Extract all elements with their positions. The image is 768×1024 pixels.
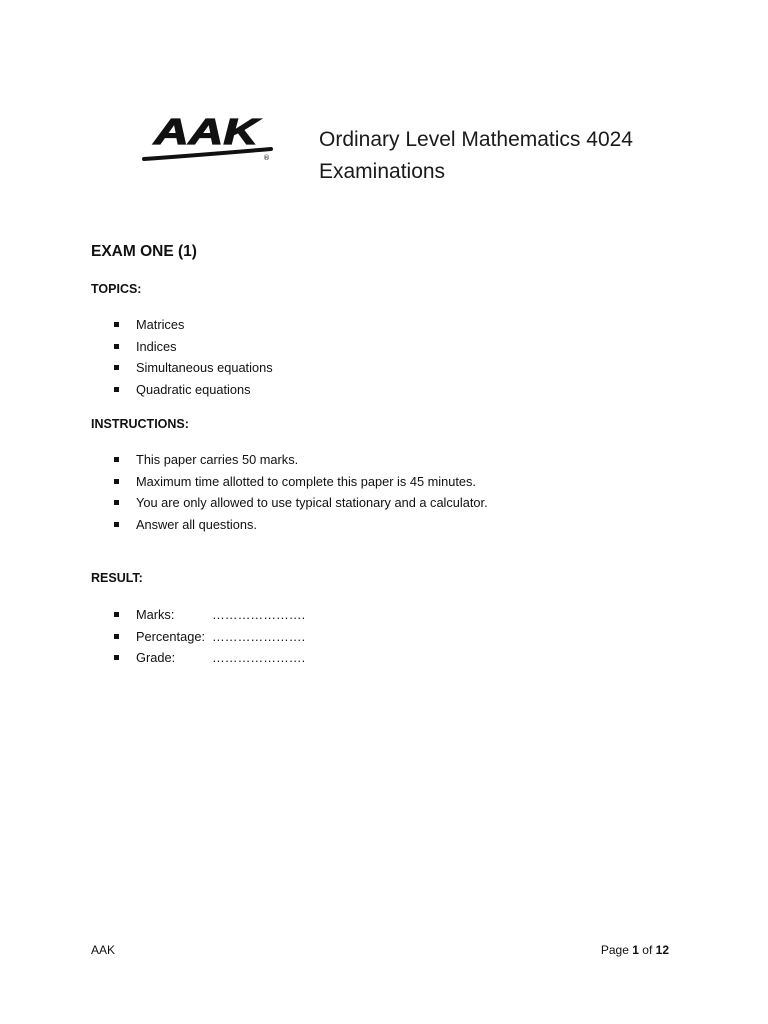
exam-heading: EXAM ONE (1)	[91, 243, 197, 260]
bullet-icon	[114, 365, 119, 370]
result-field-label: Marks:	[136, 607, 175, 622]
bullet-icon	[114, 522, 119, 527]
title-line-2: Examinations	[319, 160, 446, 183]
bullet-icon	[114, 344, 119, 349]
total-pages: 12	[655, 943, 669, 957]
result-label: RESULT:	[91, 571, 143, 585]
document-page: AAK ® Ordinary Level Mathematics 4024 Examinations EXAM ONE (1) TOPICS: Matrices Indices Simultaneous equations Quadratic equations INSTRUCTIONS: This paper carries 50 marks. Maximum time allotted to complete this paper is 45 minutes. You are only allowed to use typical stationary and a calculator. Answer all questions. RESULT: Marks: …………………. Percentage: …………………. Grade: …………………. AAK Page 1 of 12	[0, 0, 768, 1024]
page-word: Page	[600, 943, 629, 957]
bullet-icon	[114, 457, 119, 462]
result-field-label: Grade:	[136, 650, 176, 666]
document-title	[319, 124, 739, 188]
result-field-value: ………………….	[212, 650, 306, 666]
current-page: 1	[632, 943, 639, 957]
bullet-icon	[114, 322, 119, 327]
bullet-icon	[114, 634, 119, 639]
aak-logo	[140, 108, 275, 168]
instructions-label: INSTRUCTIONS:	[91, 417, 189, 431]
footer-author: AAK	[91, 943, 116, 957]
registered-mark: ®	[263, 154, 270, 162]
topics-label: TOPICS:	[91, 282, 142, 296]
bullet-icon	[114, 612, 119, 617]
bullet-icon	[114, 500, 119, 505]
bullet-icon	[114, 479, 119, 484]
result-field-value: ………………….	[212, 628, 306, 644]
of-word: of	[642, 943, 653, 957]
bullet-icon	[114, 387, 119, 392]
logo-text: AAK	[152, 111, 262, 152]
title-line-1: Ordinary Level Mathematics 4024	[319, 128, 633, 151]
result-field-value: ………………….	[212, 607, 306, 622]
aak-logo-graphic	[140, 108, 275, 168]
footer-page-number	[601, 943, 669, 957]
result-field-label: Percentage:	[136, 628, 206, 644]
bullet-icon	[114, 655, 119, 660]
